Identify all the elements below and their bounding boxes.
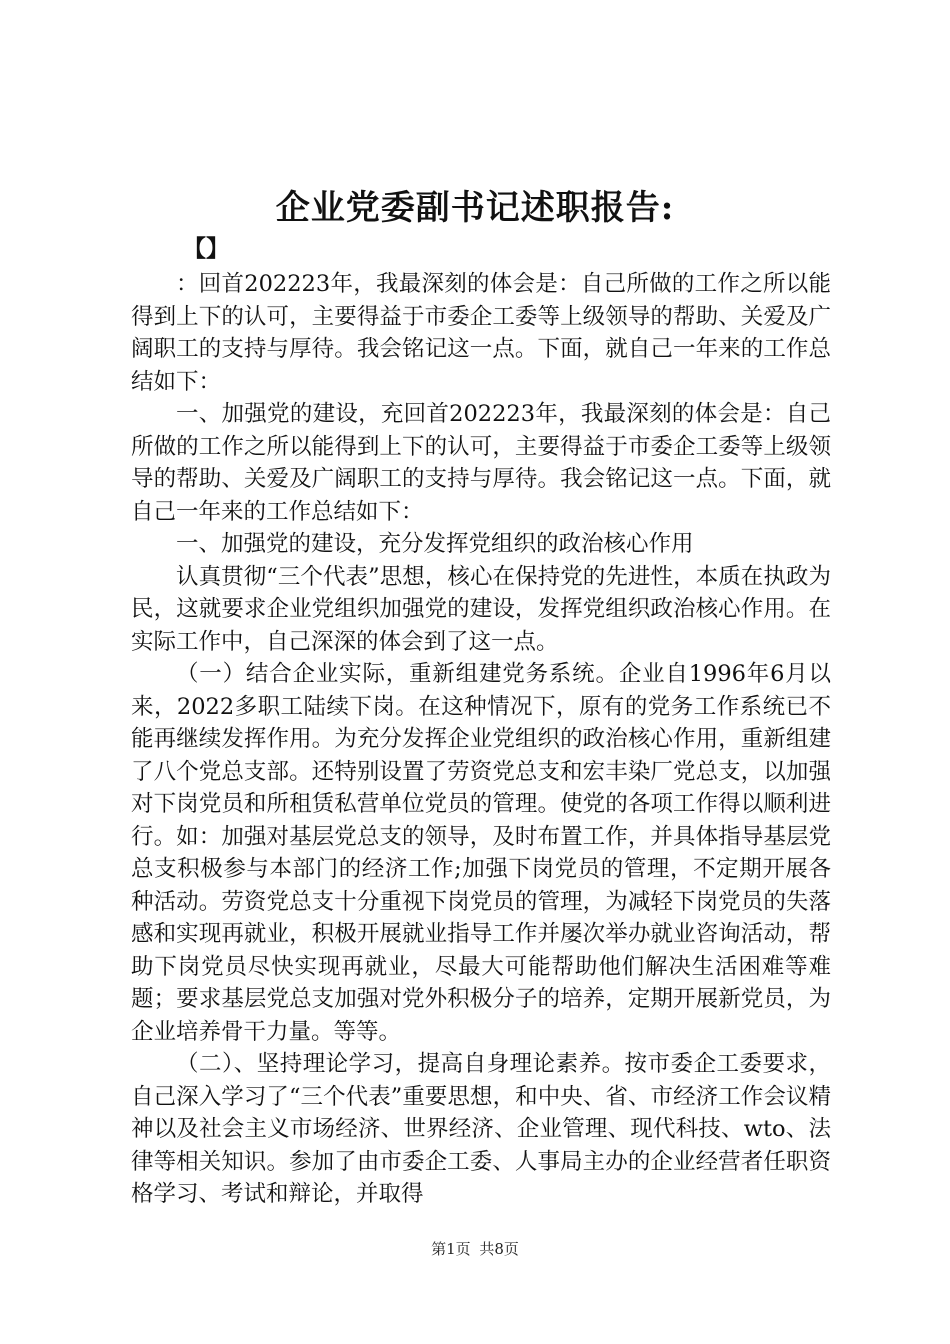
paragraph: 一、加强党的建设，充分发挥党组织的政治核心作用 [176,531,694,557]
page-number: 第1页 [431,1240,471,1258]
document-title: 企业党委副书记述职报告: [275,188,675,228]
paragraph: 一、加强党的建设，充回首202223年，我最深刻的体会是：自己所做的工作之所以能得到上下的认可，主要得益于市委企工委等上级领导的帮助、关爱及广阔职工的支持与厚待。我会铭记这一点。下面，就自己一年来的工作总结如下： [131,401,831,525]
paragraph: ：回首202223年，我最深刻的体会是：自己所做的工作之所以能得到上下的认可，主要得益于市委企工委等上级领导的帮助、关爱及广阔职工的支持与厚待。我会铭记这一点。下面，就自己一年来的工作总结如下： [131,271,831,395]
page-total: 共8页 [479,1240,519,1258]
paragraph: （一）结合企业实际，重新组建党务系统。企业自1996年6月以来，2022多职工陆续下岗。在这种情况下，原有的党务工作系统已不能再继续发挥作用。为充分发挥企业党组织的政治核心作用，重新组建了八个党总支部。还特别设置了劳资党总支和宏丰染厂党总支，以加强对下岗党员和所租赁私营单位党员的管理。使党的各项工作得以顺利进行。如：加强对基层党总支的领导，及时布置工作，并具体指导基层党总支积极参与本部门的经济工作;加强下岗党员的管理，不定期开展各种活动。劳资党总支十分重视下岗党员的管理，为减轻下岗党员的失落感和实现再就业，积极开展就业指导工作并屡次举办就业咨询活动，帮助下岗党员尽快实现再就业，尽最大可能帮助他们解决生活困难等难题；要求基层党总支加强对党外积极分子的培养，定期开展新党员，为企业培养骨干力量。等等。 [131,661,831,1045]
paragraph: 认真贯彻“三个代表”思想，核心在保持党的先进性，本质在执政为民，这就要求企业党组织加强党的建设，发挥党组织政治核心作用。在实际工作中，自己深深的体会到了这一点。 [131,563,831,655]
source-bracket: 【】 [183,235,229,262]
document-body [131,268,831,1211]
paragraph: （二）、坚持理论学习，提高自身理论素养。按市委企工委要求，自己深入学习了“三个代表”重要思想，和中央、省、市经济工作会议精神以及社会主义市场经济、世界经济、企业管理、现代科技、wto、法律等相关知识。参加了由市委企工委、人事局主办的企业经营者任职资格学习、考试和辩论，并取得 [131,1051,831,1207]
page-footer [0,1238,950,1260]
